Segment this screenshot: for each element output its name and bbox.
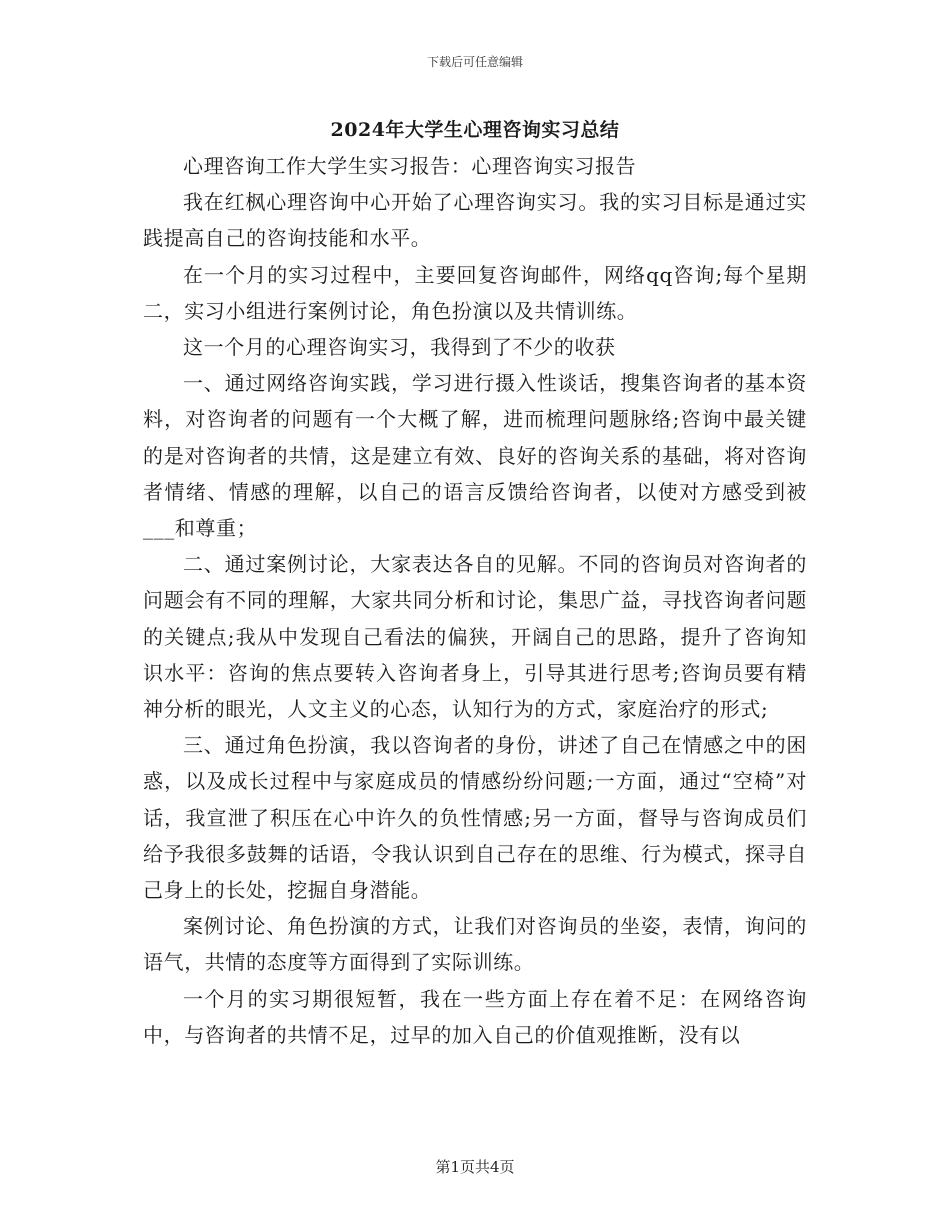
paragraph: 二、通过案例讨论，大家表达各自的见解。不同的咨询员对咨询者的问题会有不同的理解，大家共同分析和讨论，集思广益，寻找咨询者问题的关键点;我从中发现自己看法的偏狭，开阔自己的思路，提升了咨询知识水平：咨询的焦点要转入咨询者身上，引导其进行思考;咨询员要有精神分析的眼光，人文主义的心态，认知行为的方式，家庭治疗的形式; (143, 552, 807, 722)
paragraph: 心理咨询工作大学生实习报告：心理咨询实习报告 (183, 154, 637, 178)
page-footer-indicator: 第1页共4页 (435, 1158, 515, 1176)
paragraph: 三、通过角色扮演，我以咨询者的身份，讲述了自己在情感之中的困惑，以及成长过程中与家庭成员的情感纷纷问题;一方面，通过“空椅”对话，我宣泄了积压在心中许久的负性情感;另一方面，督导与咨询成员们给予我很多鼓舞的话语，令我认识到自己存在的思维、行为模式，探寻自己身上的长处，挖掘自身潜能。 (143, 733, 807, 903)
paragraph: 案例讨论、角色扮演的方式，让我们对咨询员的坐姿，表情，询问的语气，共情的态度等方面得到了实际训练。 (143, 914, 807, 975)
paragraph: 一个月的实习期很短暂，我在一些方面上存在着不足：在网络咨询中，与咨询者的共情不足，过早的加入自己的价值观推断，没有以 (143, 986, 807, 1047)
paragraph: 我在红枫心理咨询中心开始了心理咨询实习。我的实习目标是通过实践提高自己的咨询技能和水平。 (143, 190, 807, 251)
page-header-note: 下载后可任意编辑 (426, 55, 523, 69)
document-title: 2024年大学生心理咨询实习总结 (330, 119, 620, 141)
document-body (143, 148, 807, 1053)
paragraph: 一、通过网络咨询实践，学习进行摄入性谈话，搜集咨询者的基本资料，对咨询者的问题有一个大概了解，进而梳理问题脉络;咨询中最关键的是对咨询者的共情，这是建立有效、良好的咨询关系的基础，将对咨询者情绪、情感的理解，以自己的语言反馈给咨询者，以使对方感受到被___和尊重； (143, 371, 807, 541)
paragraph: 在一个月的实习过程中，主要回复咨询邮件，网络qq咨询;每个星期二，实习小组进行案例讨论，角色扮演以及共情训练。 (143, 262, 807, 323)
paragraph: 这一个月的心理咨询实习，我得到了不少的收获 (183, 335, 616, 360)
